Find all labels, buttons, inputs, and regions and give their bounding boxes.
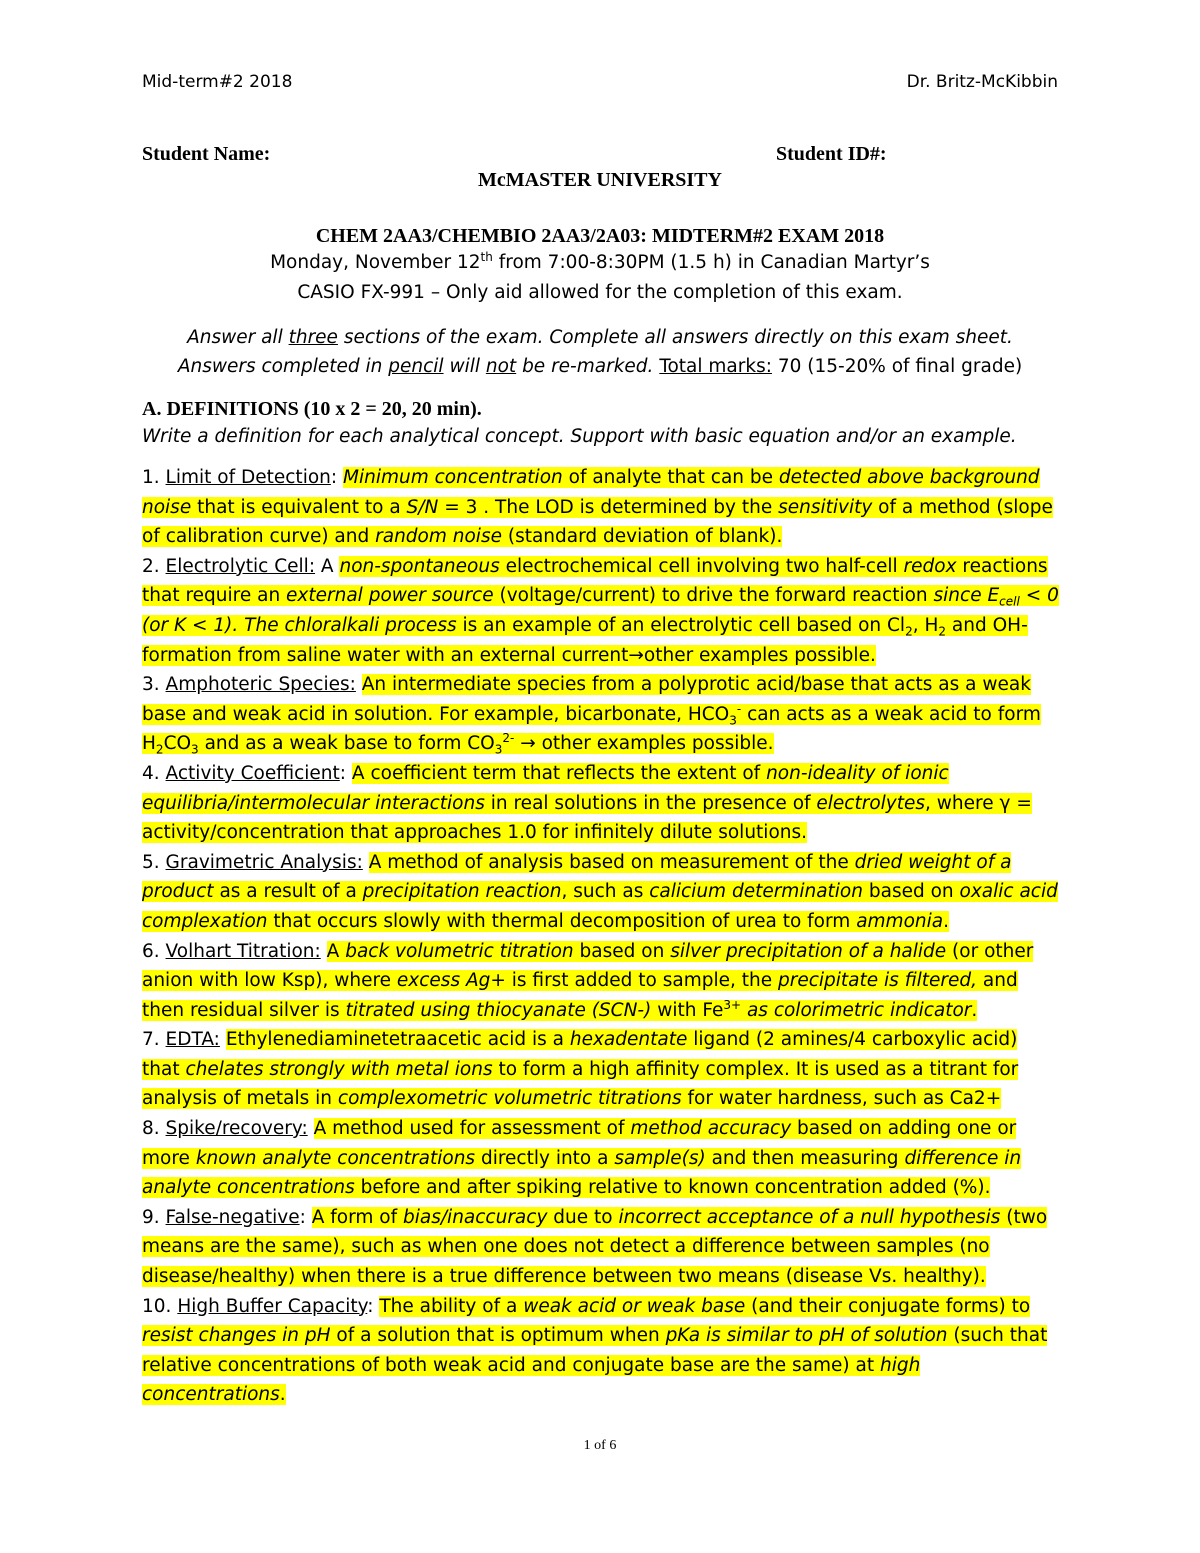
- def10-p7: (such that relative concentrations of both weak acid and conjugate base are the same) at: [142, 1325, 1048, 1376]
- def4-sep: :: [339, 762, 352, 784]
- def6-num: 6.: [142, 940, 166, 962]
- def3-sup1: -: [736, 701, 742, 716]
- running-header-left: Mid-term#2 2018: [142, 72, 293, 92]
- def8-p6: sample(s): [614, 1147, 706, 1169]
- exam-date-post: from 7:00-8:30PM (1.5 h) in Canadian Martyr’s: [492, 252, 930, 273]
- def3-term: Amphoteric Species:: [165, 674, 356, 696]
- def6-p10: titrated using thiocyanate (SCN-): [345, 999, 652, 1021]
- def5-p7: based on: [862, 881, 960, 903]
- def2-p8: < 0 (or K < 1). The chloralkali process: [142, 585, 1059, 636]
- def7-p6: complexometric volumetric titrations: [337, 1088, 682, 1110]
- def6-p13: .: [971, 999, 978, 1021]
- def3-s3: 3: [191, 743, 199, 758]
- def8-p3: based on adding one or more: [142, 1118, 1017, 1169]
- def9-p2: bias/inaccuracy: [402, 1206, 548, 1228]
- def1-p3: detected above background noise: [142, 467, 1040, 518]
- def9-sep: :: [299, 1206, 312, 1228]
- page-number: 1 of 6: [583, 1438, 617, 1453]
- def4-num: 4.: [142, 762, 166, 784]
- def2-s3: 2: [938, 624, 947, 639]
- def3-s4: 3: [494, 743, 503, 758]
- def2-p1: non-spontaneous: [339, 555, 500, 577]
- def1-p1: Minimum concentration: [343, 467, 563, 488]
- instruction-line-1: [0, 327, 1200, 348]
- def7-p4: chelates strongly with metal ions: [185, 1058, 493, 1080]
- def9-p1: A form of: [311, 1206, 403, 1228]
- def2-p4: reactions that require an: [142, 555, 1048, 607]
- def7-num: 7.: [142, 1029, 166, 1051]
- def10-p9: .: [279, 1384, 286, 1406]
- definition-7: [142, 1025, 1060, 1114]
- def2-p12: other examples possible.: [643, 644, 876, 666]
- def3-p3: CO: [163, 733, 192, 755]
- student-name-label: Student Name:: [142, 143, 271, 165]
- exam-date-line: [0, 249, 1200, 273]
- def2-p5: external power source: [286, 585, 494, 607]
- def5-p1: A method of analysis based on measurement of the: [368, 851, 855, 873]
- def7-p5: to form a high affinity complex. It is used as a titrant for analysis of metals in: [142, 1058, 1019, 1110]
- def5-num: 5.: [142, 851, 166, 873]
- def3-p2: can acts as a weak acid to form H: [142, 703, 1041, 755]
- def2-p11: and OH- formation from saline water with an external current: [142, 614, 1028, 666]
- def8-p4: known analyte concentrations: [195, 1147, 476, 1169]
- def2-sub: cell: [999, 595, 1020, 610]
- def8-p1: A method used for assessment of: [313, 1118, 631, 1140]
- def6-p8: precipitate is filtered,: [778, 970, 978, 992]
- def10-term: High Buffer Capacity: [177, 1295, 368, 1317]
- def10-p8: high concentrations: [142, 1354, 921, 1406]
- def8-p9: before and after spiking relative to known concentration added (%).: [354, 1177, 991, 1199]
- course-title: CHEM 2AA3/CHEMBIO 2AA3/2A03: MIDTERM#2 EXAM 2018: [315, 225, 885, 247]
- def6-term: Volhart Titration:: [165, 940, 321, 962]
- def8-p5: directly into a: [475, 1147, 615, 1169]
- def5-p4: precipitation reaction: [362, 881, 562, 903]
- def3-s1: 3: [729, 713, 737, 728]
- def8-p7: and then measuring: [705, 1147, 905, 1169]
- def9-term: False-negative: [165, 1206, 300, 1228]
- def2-p2: electrochemical cell involving two half-cell: [499, 555, 904, 577]
- def4-p1: A coefficient term that reflects the extent of: [351, 762, 767, 784]
- def3-p6: other examples possible.: [535, 733, 774, 755]
- instr2-u2: not: [485, 356, 517, 377]
- def5-p11: .: [943, 910, 949, 932]
- def2-term: Electrolytic Cell:: [165, 555, 316, 577]
- def3-num: 3.: [142, 674, 166, 696]
- def9-p4: incorrect acceptance of a null hypothesis: [618, 1206, 1001, 1228]
- definition-8: [142, 1114, 1060, 1203]
- def7-term: EDTA:: [165, 1029, 220, 1051]
- def1-p4: that is equivalent to a: [191, 496, 407, 518]
- def6-p1: A: [326, 940, 346, 962]
- def6-p9: and then residual silver is: [142, 970, 1018, 1021]
- def5-p2: dried weight of a product: [142, 851, 1012, 903]
- section-a-title: A. DEFINITIONS (10 x 2 = 20, 20 min).: [142, 398, 482, 420]
- def3-sup2: 2-: [502, 731, 515, 746]
- def1-term: Limit of Detection: [165, 467, 331, 488]
- def7-p1: Ethylenediaminetetraacetic acid is a: [225, 1029, 570, 1051]
- def4-p2: non-ideality of ionic equilibria/intermolecular interactions: [142, 762, 949, 814]
- def6-p7: is first added to sample, the: [505, 970, 778, 992]
- def7-p7: for water hardness, such as Ca2+: [681, 1088, 1002, 1110]
- def5-p6: calicium determination: [649, 881, 863, 903]
- def2-p10: , H: [912, 614, 939, 636]
- def2-p9: is an example of an electrolytic cell based on Cl: [456, 614, 906, 636]
- def2-p7: since E: [933, 585, 1000, 607]
- instr1-a: Answer all: [187, 327, 289, 348]
- exam-aid-line: CASIO FX-991 – Only aid allowed for the completion of this exam.: [297, 282, 903, 303]
- def8-term: Spike/recovery:: [165, 1118, 308, 1140]
- def5-p9: that occurs slowly with thermal decomposition of urea to form: [267, 910, 857, 932]
- instr1-b: sections of the exam. Complete all answers directly on this exam sheet.: [337, 327, 1013, 348]
- university-title: McMASTER UNIVERSITY: [478, 169, 722, 191]
- def5-p8: oxalic acid complexation: [142, 881, 1058, 932]
- def7-p3: ligand (2 amines/4 carboxylic acid) that: [142, 1029, 1018, 1080]
- definition-9: [142, 1203, 1060, 1292]
- definition-2: [142, 552, 1060, 670]
- definition-10: [142, 1292, 1060, 1410]
- def6-sup1: 3+: [723, 997, 742, 1012]
- def1-p9: random noise: [375, 526, 502, 548]
- def10-sep: :: [367, 1295, 380, 1317]
- arrow-icon: →: [520, 733, 536, 755]
- def3-p1: An intermediate species from a polyprotic acid/base that acts as a weak base and weak acid in solution. For example, bicarbonate, HCO: [142, 674, 1031, 725]
- instr2-u3: Total marks:: [659, 356, 772, 377]
- def10-p1: The ability of a: [379, 1295, 524, 1317]
- def6-p5: (or other anion with low Ksp), where: [142, 940, 1034, 992]
- def4-p5: , where γ = activity/concentration that approaches 1.0 for infinitely dilute solutions.: [142, 792, 1032, 844]
- instr2-b: will: [443, 356, 486, 377]
- def9-p3: due to: [547, 1206, 619, 1228]
- def8-p8: difference in analyte concentrations: [142, 1147, 1022, 1199]
- def5-p5: , such as: [561, 881, 650, 903]
- def7-p2: hexadentate: [569, 1029, 688, 1051]
- def10-p5: of a solution that is optimum when: [330, 1325, 666, 1347]
- instr2-c: be re-marked.: [516, 356, 660, 377]
- def8-num: 8.: [142, 1118, 166, 1140]
- def1-p7: sensitivity: [778, 496, 873, 518]
- running-header-right: Dr. Britz-McKibbin: [906, 72, 1058, 92]
- def1-p6: = 3 . The LOD is determined by the: [438, 496, 779, 518]
- def6-p3: based on: [573, 940, 671, 962]
- def2-s2: 2: [905, 624, 913, 639]
- def1-p2: of analyte that can be: [562, 467, 779, 488]
- def4-p3: in real solutions in the presence of: [484, 792, 817, 814]
- def1-p10: (standard deviation of blank).: [501, 526, 783, 548]
- def5-term: Gravimetric Analysis:: [165, 851, 363, 873]
- def6-p11: with Fe: [651, 999, 724, 1021]
- def1-sep: :: [330, 467, 343, 488]
- def1-p5: S/N: [406, 496, 439, 518]
- instruction-line-2: [0, 356, 1200, 377]
- instr2-u1: pencil: [388, 356, 444, 377]
- exam-date-pre: Monday, November 12: [270, 252, 481, 273]
- def1-num: 1.: [142, 467, 166, 488]
- definition-1: [142, 463, 1060, 552]
- def1-p8: of a method (slope of calibration curve) and: [142, 496, 1053, 548]
- def6-p2: back volumetric titration: [345, 940, 574, 962]
- def5-p10: ammonia: [856, 910, 944, 932]
- definitions-list: [142, 463, 1060, 1410]
- def6-p4: silver precipitation of a halide: [670, 940, 947, 962]
- def9-p5: (two means are the same), such as when one does not detect a difference between samples (no disease/healthy) when there is a true difference between two means (disease Vs. healthy).: [142, 1206, 1048, 1288]
- def10-p4: resist changes in pH: [142, 1325, 331, 1347]
- definition-4: [142, 759, 1060, 848]
- definition-5: [142, 848, 1060, 937]
- def10-num: 10.: [142, 1295, 178, 1317]
- def10-p2: weak acid or weak base: [523, 1295, 746, 1317]
- def4-p4: electrolytes: [816, 792, 926, 814]
- def3-s2: 2: [155, 743, 164, 758]
- def5-p3: as a result of a: [213, 881, 363, 903]
- exam-date-sup: th: [480, 249, 493, 264]
- instr2-a: Answers completed in: [177, 356, 389, 377]
- section-a-subtitle: Write a definition for each analytical concept. Support with basic equation and/or an example.: [142, 426, 1017, 447]
- definition-3: [142, 670, 1060, 759]
- def2-num: 2.: [142, 555, 166, 577]
- def4-term: Activity Coefficient: [165, 762, 340, 784]
- def10-p6: pKa is similar to pH of solution: [665, 1325, 948, 1347]
- def2-p6: (voltage/current) to drive the forward reaction: [493, 585, 934, 607]
- student-id-label: Student ID#:: [776, 143, 887, 165]
- def6-p6: excess Ag+: [396, 970, 506, 992]
- def8-p2: method accuracy: [630, 1118, 792, 1140]
- def10-p3: (and their conjugate forms) to: [745, 1295, 1031, 1317]
- def2-sep: A: [315, 555, 340, 577]
- def6-p12: as colorimetric indicator: [741, 999, 972, 1021]
- definition-6: [142, 937, 1060, 1026]
- def9-num: 9.: [142, 1206, 166, 1228]
- def2-p3: redox: [903, 555, 957, 577]
- def3-p4: and as a weak base to form CO: [198, 733, 495, 755]
- instr2-d: 70 (15-20% of final grade): [771, 356, 1023, 377]
- instr1-u: three: [288, 327, 338, 348]
- arrow-icon: →: [628, 644, 644, 666]
